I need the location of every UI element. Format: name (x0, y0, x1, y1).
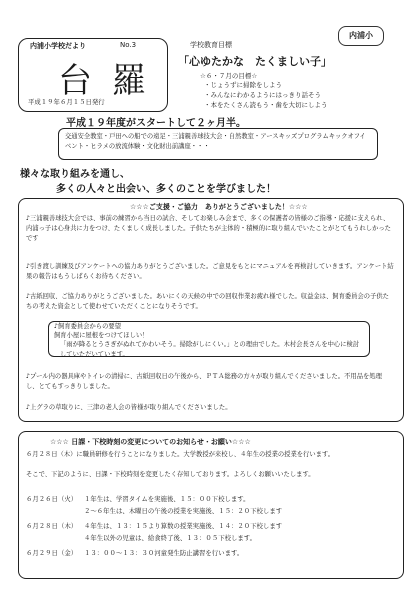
schedule-date: ６月２６日（火） (26, 495, 78, 503)
schedule-text: １年生は、学習タイムを実施後、１５：００下校します。 (84, 495, 250, 503)
schedule-text: ４年生以外の児童は、給食終了後、１３：０５下校します。 (84, 534, 257, 542)
goal-item: ・じょうずに掃除をしよう (204, 81, 282, 89)
thanks-paragraph: ♪プール内の器具庫やトイレの清掃に、古紙回収日の午後から、ＰＴＡ総務の方々が取り組んでくださいました。不用品を処理し、とてもすっきりしました。 (26, 373, 382, 390)
request-title: ♪飼育委員会からの要望 (54, 323, 121, 330)
activities-box: 交通安全教室・戸田への船での遠足・三浦親善球技大会・自然教室・アースキッズプログラムキックオフイベント・ヒラメの放流体験・文化財出前講座・・・ (58, 128, 378, 160)
goal-list (204, 80, 328, 110)
request-subtitle: 飼育小屋に屋根をつけてほしい！ (54, 332, 149, 339)
theme-line-1: 様々な取り組みを通し、 (20, 169, 130, 180)
notice-body: ６月２８日（木）に職員研修を行うことになりました。大学教授が来校し、４年生の授業の授業を行います。 (26, 451, 335, 458)
thanks-paragraph: ♪上グラの草取りに、三津の老人会の皆様が取り組んでくださいました。 (26, 404, 232, 411)
headline: 平成１９年度がスタートして２ヶ月半。 (66, 118, 246, 129)
thanks-paragraph: ♪三浦親善球技大会では、事前の練習から当日の試合、そしてお楽しみ会まで、多くの保護者の皆様のご指導・応援に支えられ、内浦っ子は心身共に力をつけ、たくましく成長しました。子供たちが主体的・積極的に取り組んでいたことがとてもうれしかったです (26, 215, 391, 242)
schedule-date: ６月２９日（金） (26, 549, 78, 557)
schedule-text: ４年生は、１３：１５より算数の授業実施後、１４：２０下校します (84, 522, 283, 530)
thanks-paragraph: ♪引き渡し訓練及びアンケートへの協力ありがとうございました。ご意見をもとにマニュアルを再検討していきます。アンケート結果の報告はもうしばらくお待ちください。 (26, 263, 394, 280)
school-name: 内浦小学校だより (30, 42, 86, 50)
school-logo: 内浦小 (338, 26, 384, 46)
request-body: 「雨が降るとうさぎがぬれてかわいそう。掃除がしにくい。」との理由でした。木村会長さんを中心に検討していただいています。 (60, 341, 360, 358)
publish-date: 平成１９年６月１５日発行 (28, 98, 105, 106)
goal-main: 「心ゆたかな たくましい子」 (178, 55, 332, 68)
theme-line-2: 多くの人々と出会い、多くのことを学びました！ (56, 184, 276, 195)
goal-item: ・みんなにわかるようにはっきり話そう (204, 91, 321, 99)
issue-number: No.3 (120, 41, 137, 49)
schedule-date: ６月２８日（木） (26, 522, 78, 530)
thanks-paragraph: ♪古紙回収、ご協力ありがとうございました。あいにくの天候の中での回収作業お疲れ様でした。収益金は、飼育委員会の子供たちの考えた資金として使わせていただくことになりそうです。 (26, 293, 389, 310)
schedule-row (26, 533, 256, 543)
newsletter-title: 台羅 (58, 61, 166, 101)
goal-subheading: ☆６・７月の目標☆ (200, 72, 258, 80)
schedule-text: ２〜６年生は、木曜日の午後の授業を実施後、１５：２０下校します (84, 507, 283, 515)
schedule-row (26, 494, 250, 504)
schedule-row (26, 548, 243, 558)
thanks-header: ☆☆☆ご支援・ご協力 ありがとうございました！☆☆☆ (130, 203, 308, 211)
schedule-row (26, 506, 282, 516)
goal-item: ・本をたくさん読もう・歯を大切にしよう (204, 101, 328, 109)
notice-header: ☆☆☆ 日課・下校時刻の変更についてのお知らせ・お願い☆☆☆ (50, 438, 251, 446)
schedule-text: １３：００〜１３：３０河童発生防止講習を行います。 (84, 549, 244, 557)
notice-body: そこで、下記のように、日課・下校時刻を変更したく存知しております。よろしくお願いいたします。 (26, 471, 315, 478)
goal-label: 学校教育目標 (190, 41, 232, 49)
schedule-row (26, 521, 282, 531)
